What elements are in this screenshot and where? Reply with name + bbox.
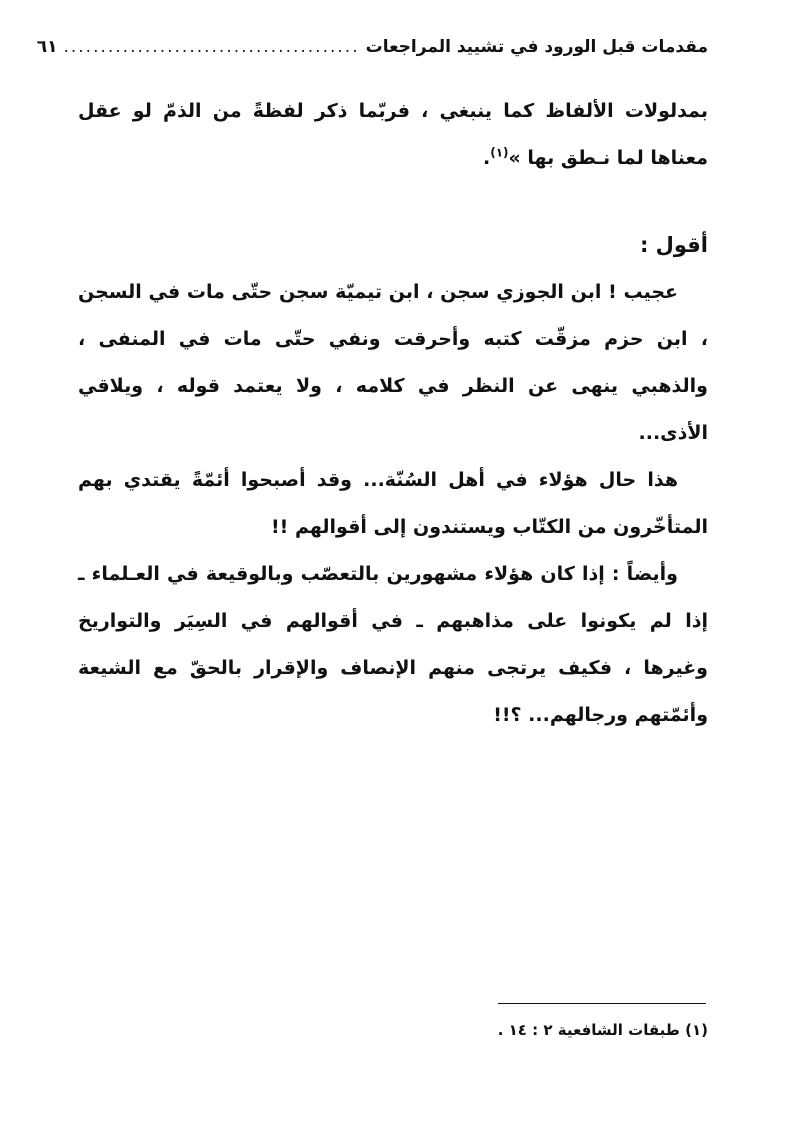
footnote-divider (498, 1003, 706, 1004)
intro-text: بمدلولات الألفاظ كما ينبغي ، فربّما ذكر لفظةً من الذمّ لو عقل معناها لما نـطق بها » (78, 100, 708, 169)
paragraph-2: هذا حال هؤلاء في أهل السُنّة... وقد أصبحوا أئمّةً يقتدي بهم المتأخّرون من الكتّاب ويستندون إلى أقوالهم !! (78, 469, 708, 538)
paragraph-3: وأيضاً : إذا كان هؤلاء مشهورين بالتعصّب وبالوقيعة في العـلماء ـ إذا لم يكونوا على مذاهبهم ـ في أقوالهم في السِيَر والتواريخ وغيرها ، فكيف يرتجى منهم الإنصاف والإقرار بالحقّ مع الشيعة وأئمّتهم ورجالهم... ؟!! (78, 563, 708, 726)
header-title: مقدمات قبل الورود في تشييد المراجعات (365, 37, 708, 57)
page-number: ٦١ (36, 37, 58, 57)
header-dot-leader: ........................................ (63, 37, 360, 57)
main-text (78, 88, 708, 739)
intro-end: . (482, 147, 491, 169)
running-header (36, 30, 708, 64)
section-heading: أقول : (639, 233, 708, 257)
footnote: (١) طبقات الشافعية ٢ : ١٤ . (497, 1021, 708, 1039)
paragraph-1: عجيب ! ابن الجوزي سجن ، ابن تيميّة سجن حتّى مات في السجن ، ابن حزم مزقّت كتبه وأحرقت ونفي حتّى مات في المنفى ، والذهبي ينهى عن النظر في كلامه ، ولا يعتمد قوله ، ويلاقي الأذى... (78, 281, 708, 444)
footnote-marker: (١) (490, 145, 509, 160)
intro-paragraph (78, 88, 708, 182)
